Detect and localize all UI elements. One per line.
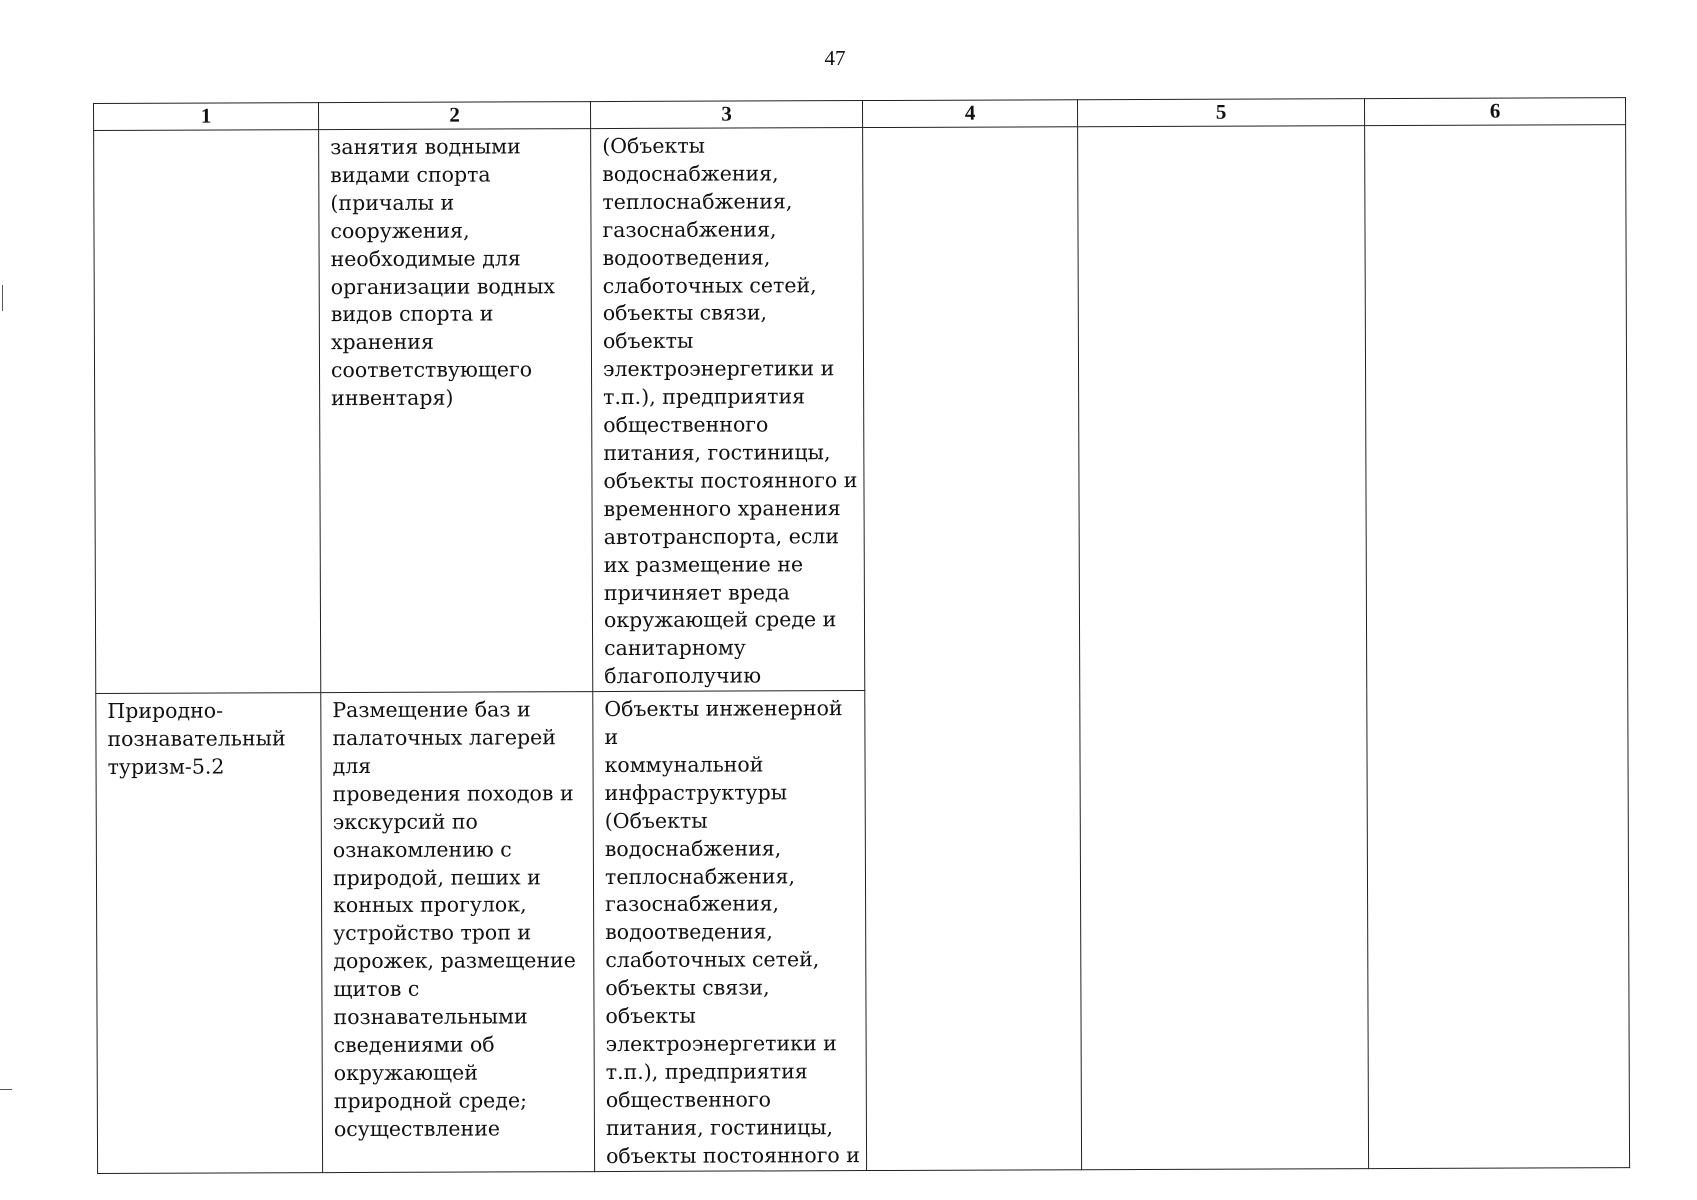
column-header-4: 4 [862,100,1077,128]
table-cell-col3: (Объекты водоснабжения, теплоснабжения, газоснабжения, водоотведения, слаботочных сетей, объекты связи, объекты электроэнергетики и т.п.), предприятия общественного питания, гостиницы, объекты постоянного и временного хранения автотранспорта, если их размещение не причиняет вреда окружающей среде и санитарному благополучию [591,128,865,692]
page-number: 47 [824,46,846,70]
table-row [94,125,1628,694]
column-header-3: 3 [590,101,862,129]
table-cell-col2: Размещение баз и палаточных лагерей для проведения походов и экскурсий по ознакомлению с природой, пеших и конных прогулок, устройство троп и дорожек, размещение щитов с познавательными сведениями об окружающей природной среде; осуществление [321,692,595,1172]
table-cell-col1: Природно- познавательный туризм-5.2 [96,693,323,1173]
table-cell-col5 [1078,126,1369,1170]
column-header-5: 5 [1077,99,1364,127]
column-header-6: 6 [1364,98,1625,126]
table-cell-col6 [1365,125,1630,1169]
table-cell-col1 [94,130,321,694]
scan-edge-mark [0,1089,12,1090]
scan-edge-mark [2,285,3,311]
table-cell-col2: занятия водными видами спорта (причалы и сооружения, необходимые для организации водных видов спорта и хранения соответствующего инвентаря) [319,129,593,693]
table-cell-col4 [863,127,1082,1170]
column-header-1: 1 [94,103,319,131]
column-header-2: 2 [319,102,591,130]
table-cell-col3: Объекты инженерной и коммунальной инфраструктуры (Объекты водоснабжения, теплоснабжения, газоснабжения, водоотведения, слаботочных сетей, объекты связи, объекты электроэнергетики и т.п.), предприятия общественного питания, гостиницы, объекты постоянного и [593,691,867,1171]
land-use-table [93,97,1630,1173]
